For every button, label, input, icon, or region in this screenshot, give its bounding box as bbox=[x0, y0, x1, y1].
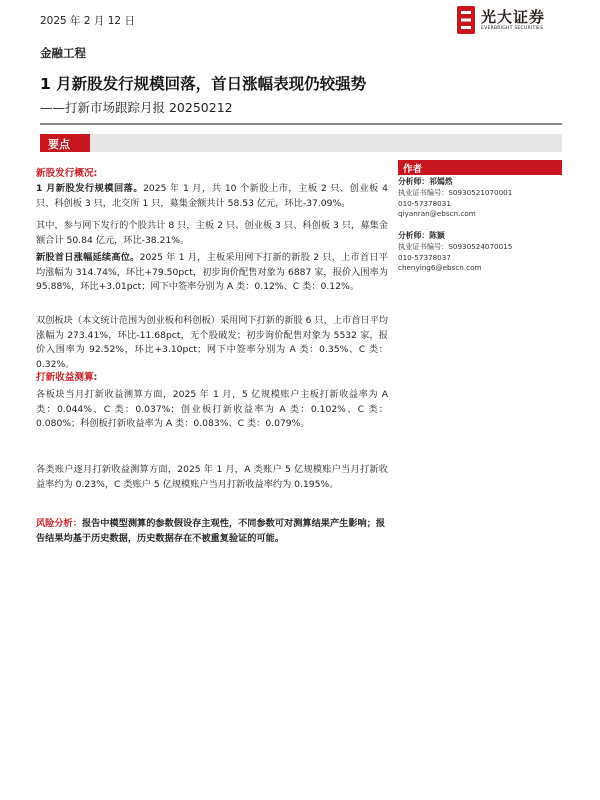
report-title: 1 月新股发行规模回落，首日涨幅表现仍较强势 bbox=[40, 75, 367, 93]
section-title-issuance: 新股发行概况: bbox=[36, 168, 98, 179]
report-category: 金融工程 bbox=[40, 46, 86, 60]
analyst-name: 分析师：陈颖 bbox=[398, 231, 445, 240]
analyst-license: 执业证书编号：S0930521070001 bbox=[398, 187, 513, 197]
risk-label: 风险分析： bbox=[36, 518, 82, 529]
report-date: 2025 年 2 月 12 日 bbox=[40, 15, 135, 27]
paragraph-text: 2025 年 1 月，主板采用网下打新的新股 2 只，上市首日平均涨幅为 314.74%，环比+79.50pct，初步询价配售对象为 6887 家，报价入围率为 95.88%，环比+3.01pct；网下中签率分别为 A 类：0.12%、C 类：0.12%。 bbox=[36, 252, 388, 292]
section-title-returns: 打新收益测算: bbox=[36, 372, 98, 383]
company-logo bbox=[455, 4, 565, 38]
key-points-label: 要点 bbox=[48, 138, 70, 151]
analyst-phone: 010-57378031 bbox=[398, 198, 451, 208]
analyst-card bbox=[398, 231, 512, 274]
analyst-name: 分析师：祁嫣然 bbox=[398, 177, 453, 186]
authors-label: 作者 bbox=[403, 164, 423, 175]
authors-header bbox=[398, 160, 562, 175]
header-divider bbox=[40, 123, 562, 125]
analyst-card bbox=[398, 177, 512, 220]
paragraph-issuance-scale bbox=[36, 182, 388, 211]
paragraph-first-day-return bbox=[36, 251, 388, 295]
analyst-email[interactable]: chenying6@ebscn.com bbox=[398, 263, 482, 273]
logo-subtitle: EVERBRIGHT SECURITIES bbox=[481, 26, 544, 31]
analyst-email[interactable]: qiyanran@ebscn.com bbox=[398, 209, 476, 219]
paragraph-dual-innovation bbox=[36, 314, 388, 372]
paragraph-text: 2025 年 1 月，共 10 个新股上市，主板 2 只、创业板 4 只、科创板 3 只，北交所 1 只，募集金额共计 58.53 亿元，环比-37.09%。 bbox=[36, 183, 388, 209]
everbright-logo-icon bbox=[455, 4, 477, 36]
logo-name: 光大证券 bbox=[481, 8, 546, 26]
paragraph-lead: 1 月新股发行规模回落。 bbox=[36, 183, 144, 194]
paragraph-account-returns bbox=[36, 463, 388, 492]
risk-text: 报告中模型测算的参数假设存主观性，不同参数可对测算结果产生影响；报告结果均基于历史数据，历史数据存在不被重复验证的可能。 bbox=[36, 518, 386, 544]
key-points-bar bbox=[40, 134, 562, 152]
paragraph-board-returns bbox=[36, 388, 388, 432]
analyst-phone: 010-57378037 bbox=[398, 252, 451, 262]
paragraph-text: 双创板块（本文统计范围为创业板和科创板）采用网下打新的新股 6 只，上市首日平均涨幅为 273.41%，环比-11.68pct，无个股破发；初步询价配售对象为 5532 家，报价入围率为 92.52%，环比+3.10pct；网下中签率分别为 A 类：0.35%、C 类：0.32%。 bbox=[36, 315, 388, 370]
key-points-tab bbox=[40, 134, 90, 152]
risk-analysis bbox=[36, 517, 388, 546]
paragraph-text: 各类账户逐月打新收益测算方面，2025 年 1 月，A 类账户 5 亿规模账户当月打新收益率约为 0.23%，C 类账户 5 亿规模账户当月打新收益率约为 0.195%。 bbox=[36, 464, 388, 490]
paragraph-lead: 新股首日涨幅延续高位。 bbox=[36, 252, 140, 263]
paragraph-text: 各板块当月打新收益测算方面，2025 年 1 月，5 亿规模账户主板打新收益率为 A 类：0.044%、C 类：0.037%；创业板打新收益率为 A 类：0.102%、C 类：0.080%；科创板打新收益率为 A 类：0.083%、C 类：0.079%。 bbox=[36, 389, 388, 429]
paragraph-offline-issuance bbox=[36, 219, 388, 248]
paragraph-text: 其中，参与网下发行的个股共计 8 只，主板 2 只、创业板 3 只、科创板 3 只，募集金额合计 50.84 亿元，环比-38.21%。 bbox=[36, 220, 388, 246]
analyst-license: 执业证书编号：S0930524070015 bbox=[398, 241, 513, 251]
report-subtitle: ——打新市场跟踪月报 20250212 bbox=[40, 100, 233, 115]
